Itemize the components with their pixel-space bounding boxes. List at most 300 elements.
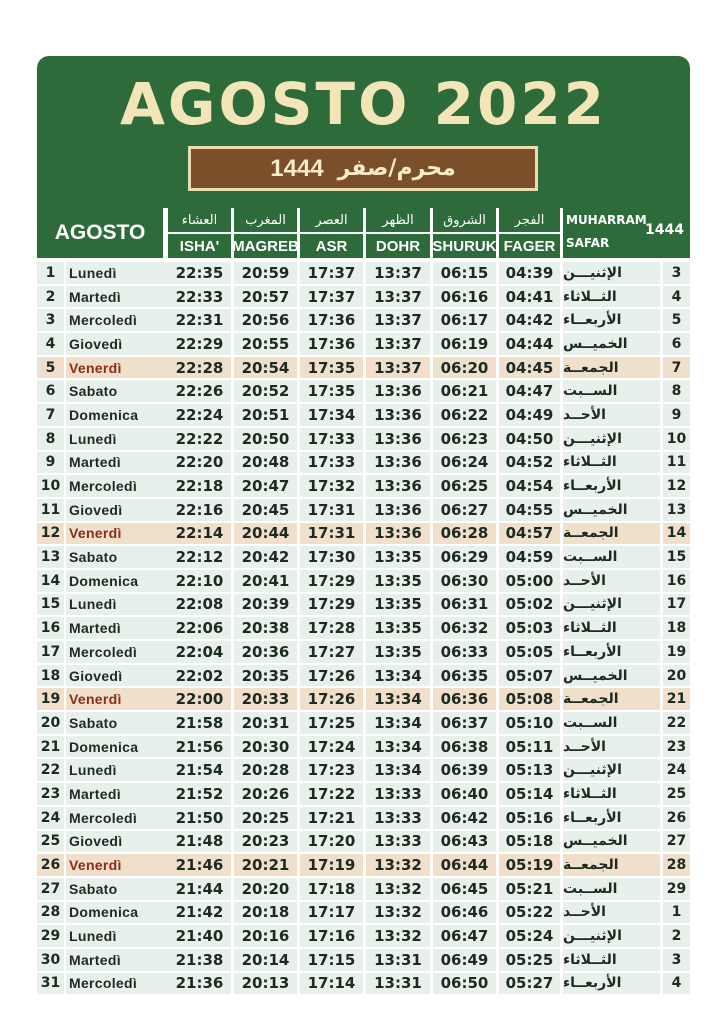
fager-time: 04:59: [499, 546, 560, 568]
hijri-day: 13: [663, 499, 690, 521]
fager-time: 05:22: [499, 902, 560, 924]
magreb-time: 20:18: [234, 902, 297, 924]
table-row: [37, 948, 690, 972]
shuruk-time: 06:33: [433, 641, 496, 663]
dohr-time: 13:36: [366, 452, 430, 474]
asr-time: 17:34: [300, 404, 363, 426]
dohr-time: 13:34: [366, 759, 430, 781]
asr-time: 17:17: [300, 902, 363, 924]
table-row: [37, 924, 690, 948]
table-row: [37, 522, 690, 546]
magreb-time: 20:23: [234, 831, 297, 853]
weekday-name: Martedì: [66, 286, 200, 308]
dohr-time: 13:34: [366, 688, 430, 710]
isha-time: 22:20: [168, 452, 231, 474]
asr-time: 17:19: [300, 854, 363, 876]
fager-time: 05:24: [499, 925, 560, 947]
arabic-weekday: الســبت: [563, 712, 660, 734]
asr-time: 17:15: [300, 949, 363, 971]
hijri-day: 3: [663, 949, 690, 971]
hijri-day: 5: [663, 309, 690, 331]
weekday-name: Lunedì: [66, 759, 200, 781]
table-row: [37, 687, 690, 711]
header-hijri: [563, 208, 690, 258]
isha-time: 21:52: [168, 783, 231, 805]
dohr-time: 13:34: [366, 736, 430, 758]
isha-time: 21:50: [168, 807, 231, 829]
isha-time: 21:56: [168, 736, 231, 758]
arabic-weekday: الإثنيـــن: [563, 759, 660, 781]
day-number: 6: [37, 380, 64, 402]
arabic-weekday: الثــلاثاء: [563, 783, 660, 805]
asr-time: 17:35: [300, 357, 363, 379]
dohr-time: 13:36: [366, 475, 430, 497]
shuruk-time: 06:15: [433, 262, 496, 284]
dohr-time: 13:36: [366, 428, 430, 450]
hijri-day: 25: [663, 783, 690, 805]
shuruk-time: 06:50: [433, 973, 496, 995]
fager-time: 04:54: [499, 475, 560, 497]
day-number: 17: [37, 641, 64, 663]
weekday-name: Giovedì: [66, 333, 200, 355]
isha-time: 22:14: [168, 523, 231, 545]
day-number: 22: [37, 759, 64, 781]
asr-time: 17:31: [300, 523, 363, 545]
fager-time: 04:52: [499, 452, 560, 474]
shuruk-time: 06:22: [433, 404, 496, 426]
magreb-time: 20:28: [234, 759, 297, 781]
weekday-name: Giovedì: [66, 499, 200, 521]
shuruk-time: 06:44: [433, 854, 496, 876]
hijri-banner-year: 1444: [270, 154, 324, 182]
header-hijri-muharram: MUHARRAM: [566, 213, 647, 227]
arabic-weekday: الإثنيـــن: [563, 428, 660, 450]
weekday-name: Mercoledì: [66, 807, 200, 829]
dohr-time: 13:35: [366, 546, 430, 568]
magreb-time: 20:57: [234, 286, 297, 308]
asr-time: 17:27: [300, 641, 363, 663]
shuruk-time: 06:28: [433, 523, 496, 545]
magreb-time: 20:56: [234, 309, 297, 331]
shuruk-time: 06:42: [433, 807, 496, 829]
shuruk-time: 06:31: [433, 594, 496, 616]
day-number: 2: [37, 286, 64, 308]
header-hijri-year: 1444: [645, 222, 684, 238]
asr-time: 17:36: [300, 309, 363, 331]
fager-time: 05:16: [499, 807, 560, 829]
arabic-weekday: الثــلاثاء: [563, 286, 660, 308]
dohr-time: 13:32: [366, 854, 430, 876]
weekday-name: Mercoledì: [66, 641, 200, 663]
isha-time: 21:54: [168, 759, 231, 781]
arabic-weekday: الجمعــة: [563, 688, 660, 710]
table-row: [37, 451, 690, 475]
isha-time: 22:02: [168, 665, 231, 687]
dohr-time: 13:35: [366, 594, 430, 616]
arabic-weekday: الســبت: [563, 380, 660, 402]
magreb-time: 20:51: [234, 404, 297, 426]
arabic-weekday: الخميــس: [563, 499, 660, 521]
hijri-day: 4: [663, 286, 690, 308]
header-asr-la: ASR: [315, 237, 348, 255]
arabic-weekday: الأحــد: [563, 736, 660, 758]
weekday-name: Sabato: [66, 712, 200, 734]
dohr-time: 13:37: [366, 309, 430, 331]
hijri-day: 16: [663, 570, 690, 592]
arabic-weekday: الإثنيـــن: [563, 262, 660, 284]
day-number: 3: [37, 309, 64, 331]
asr-time: 17:18: [300, 878, 363, 900]
dohr-time: 13:36: [366, 380, 430, 402]
hijri-day: 10: [663, 428, 690, 450]
magreb-time: 20:59: [234, 262, 297, 284]
weekday-name: Lunedì: [66, 594, 200, 616]
prayer-times-table: [37, 261, 690, 995]
day-number: 25: [37, 831, 64, 853]
magreb-time: 20:39: [234, 594, 297, 616]
arabic-weekday: الخميــس: [563, 831, 660, 853]
fager-time: 04:55: [499, 499, 560, 521]
hijri-day: 18: [663, 617, 690, 639]
isha-time: 21:38: [168, 949, 231, 971]
header-isha-la: ISHA': [179, 237, 220, 255]
table-row: [37, 285, 690, 309]
weekday-name: Lunedì: [66, 262, 200, 284]
fager-time: 05:13: [499, 759, 560, 781]
fager-time: 04:47: [499, 380, 560, 402]
table-row: [37, 664, 690, 688]
isha-time: 22:16: [168, 499, 231, 521]
table-row: [37, 403, 690, 427]
shuruk-time: 06:25: [433, 475, 496, 497]
dohr-time: 13:32: [366, 902, 430, 924]
table-row: [37, 782, 690, 806]
shuruk-time: 06:37: [433, 712, 496, 734]
header-fager-la: FAGER: [503, 237, 556, 255]
hijri-banner-months: محرم/صفر: [337, 156, 456, 181]
table-row: [37, 877, 690, 901]
shuruk-time: 06:35: [433, 665, 496, 687]
asr-time: 17:32: [300, 475, 363, 497]
table-row: [37, 640, 690, 664]
magreb-time: 20:13: [234, 973, 297, 995]
asr-time: 17:14: [300, 973, 363, 995]
weekday-name: Domenica: [66, 902, 200, 924]
weekday-name: Domenica: [66, 736, 200, 758]
magreb-time: 20:25: [234, 807, 297, 829]
asr-time: 17:25: [300, 712, 363, 734]
shuruk-time: 06:29: [433, 546, 496, 568]
arabic-weekday: الأحــد: [563, 570, 660, 592]
shuruk-time: 06:32: [433, 617, 496, 639]
asr-time: 17:26: [300, 665, 363, 687]
magreb-time: 20:54: [234, 357, 297, 379]
magreb-time: 20:31: [234, 712, 297, 734]
fager-time: 05:25: [499, 949, 560, 971]
asr-time: 17:33: [300, 428, 363, 450]
day-number: 11: [37, 499, 64, 521]
fager-time: 04:44: [499, 333, 560, 355]
table-row: [37, 758, 690, 782]
magreb-time: 20:30: [234, 736, 297, 758]
arabic-weekday: الأحــد: [563, 902, 660, 924]
shuruk-time: 06:21: [433, 380, 496, 402]
asr-time: 17:29: [300, 594, 363, 616]
isha-time: 22:10: [168, 570, 231, 592]
header-magreb: [234, 208, 297, 258]
hijri-day: 23: [663, 736, 690, 758]
dohr-time: 13:31: [366, 973, 430, 995]
header-dohr: [366, 208, 430, 258]
shuruk-time: 06:36: [433, 688, 496, 710]
shuruk-time: 06:16: [433, 286, 496, 308]
day-number: 10: [37, 475, 64, 497]
fager-time: 05:07: [499, 665, 560, 687]
dohr-time: 13:36: [366, 523, 430, 545]
isha-time: 22:04: [168, 641, 231, 663]
asr-time: 17:16: [300, 925, 363, 947]
fager-time: 05:27: [499, 973, 560, 995]
table-row: [37, 474, 690, 498]
asr-time: 17:36: [300, 333, 363, 355]
hijri-day: 20: [663, 665, 690, 687]
fager-time: 04:42: [499, 309, 560, 331]
table-row: [37, 830, 690, 854]
asr-time: 17:26: [300, 688, 363, 710]
header-dohr-ar: الظهر: [366, 208, 430, 234]
arabic-weekday: الأربعــاء: [563, 641, 660, 663]
hijri-day: 9: [663, 404, 690, 426]
header-shuruk-la: SHURUK: [432, 237, 497, 255]
weekday-name: Domenica: [66, 570, 200, 592]
header-shuruk-ar: الشروق: [433, 208, 496, 234]
day-number: 20: [37, 712, 64, 734]
table-row: [37, 711, 690, 735]
month-column-header: AGOSTO: [37, 208, 163, 258]
fager-time: 05:03: [499, 617, 560, 639]
isha-time: 22:12: [168, 546, 231, 568]
table-row: [37, 901, 690, 925]
arabic-weekday: الســبت: [563, 546, 660, 568]
header-magreb-ar: المغرب: [234, 208, 297, 234]
fager-time: 05:05: [499, 641, 560, 663]
day-number: 27: [37, 878, 64, 900]
weekday-name: Venerdì: [66, 357, 200, 379]
dohr-time: 13:33: [366, 807, 430, 829]
magreb-time: 20:33: [234, 688, 297, 710]
weekday-name: Martedì: [66, 452, 200, 474]
isha-time: 21:46: [168, 854, 231, 876]
isha-time: 21:40: [168, 925, 231, 947]
dohr-time: 13:36: [366, 404, 430, 426]
fager-time: 04:41: [499, 286, 560, 308]
day-number: 24: [37, 807, 64, 829]
magreb-time: 20:47: [234, 475, 297, 497]
arabic-weekday: الأحــد: [563, 404, 660, 426]
hijri-day: 28: [663, 854, 690, 876]
dohr-time: 13:31: [366, 949, 430, 971]
table-row: [37, 379, 690, 403]
hijri-day: 29: [663, 878, 690, 900]
arabic-weekday: الأربعــاء: [563, 807, 660, 829]
day-number: 16: [37, 617, 64, 639]
isha-time: 21:44: [168, 878, 231, 900]
day-number: 9: [37, 452, 64, 474]
hijri-day: 1: [663, 902, 690, 924]
day-number: 13: [37, 546, 64, 568]
fager-time: 04:39: [499, 262, 560, 284]
arabic-weekday: الإثنيـــن: [563, 594, 660, 616]
dohr-time: 13:33: [366, 831, 430, 853]
magreb-time: 20:26: [234, 783, 297, 805]
isha-time: 22:06: [168, 617, 231, 639]
magreb-time: 20:41: [234, 570, 297, 592]
arabic-weekday: الأربعــاء: [563, 973, 660, 995]
arabic-weekday: الأربعــاء: [563, 475, 660, 497]
weekday-name: Domenica: [66, 404, 200, 426]
weekday-name: Martedì: [66, 949, 200, 971]
magreb-time: 20:35: [234, 665, 297, 687]
table-row: [37, 593, 690, 617]
fager-time: 05:19: [499, 854, 560, 876]
weekday-name: Mercoledì: [66, 973, 200, 995]
magreb-time: 20:38: [234, 617, 297, 639]
arabic-weekday: الثــلاثاء: [563, 617, 660, 639]
header-shuruk: [433, 208, 496, 258]
asr-time: 17:37: [300, 286, 363, 308]
weekday-name: Mercoledì: [66, 475, 200, 497]
arabic-weekday: الســبت: [563, 878, 660, 900]
hijri-day: 3: [663, 262, 690, 284]
weekday-name: Giovedì: [66, 665, 200, 687]
asr-time: 17:22: [300, 783, 363, 805]
hijri-day: 6: [663, 333, 690, 355]
arabic-weekday: الخميــس: [563, 665, 660, 687]
asr-time: 17:24: [300, 736, 363, 758]
hijri-day: 2: [663, 925, 690, 947]
dohr-time: 13:35: [366, 641, 430, 663]
isha-time: 22:18: [168, 475, 231, 497]
day-number: 18: [37, 665, 64, 687]
dohr-time: 13:32: [366, 878, 430, 900]
hijri-day: 22: [663, 712, 690, 734]
day-number: 19: [37, 688, 64, 710]
day-number: 4: [37, 333, 64, 355]
fager-time: 05:08: [499, 688, 560, 710]
hijri-day: 26: [663, 807, 690, 829]
asr-time: 17:21: [300, 807, 363, 829]
table-row: [37, 853, 690, 877]
asr-time: 17:30: [300, 546, 363, 568]
shuruk-time: 06:24: [433, 452, 496, 474]
day-number: 8: [37, 428, 64, 450]
asr-time: 17:33: [300, 452, 363, 474]
arabic-weekday: الخميــس: [563, 333, 660, 355]
magreb-time: 20:52: [234, 380, 297, 402]
asr-time: 17:37: [300, 262, 363, 284]
day-number: 31: [37, 973, 64, 995]
arabic-weekday: الجمعــة: [563, 523, 660, 545]
table-row: [37, 806, 690, 830]
day-number: 26: [37, 854, 64, 876]
arabic-weekday: الجمعــة: [563, 854, 660, 876]
day-number: 29: [37, 925, 64, 947]
weekday-name: Venerdì: [66, 523, 200, 545]
fager-time: 04:50: [499, 428, 560, 450]
table-row: [37, 427, 690, 451]
magreb-time: 20:42: [234, 546, 297, 568]
day-number: 23: [37, 783, 64, 805]
shuruk-time: 06:46: [433, 902, 496, 924]
shuruk-time: 06:19: [433, 333, 496, 355]
table-row: [37, 616, 690, 640]
dohr-time: 13:33: [366, 783, 430, 805]
isha-time: 21:42: [168, 902, 231, 924]
isha-time: 22:26: [168, 380, 231, 402]
arabic-weekday: الثــلاثاء: [563, 452, 660, 474]
asr-time: 17:20: [300, 831, 363, 853]
weekday-name: Sabato: [66, 878, 200, 900]
asr-time: 17:29: [300, 570, 363, 592]
dohr-time: 13:37: [366, 262, 430, 284]
hijri-day: 17: [663, 594, 690, 616]
weekday-name: Lunedì: [66, 428, 200, 450]
header-isha: [168, 208, 231, 258]
weekday-name: Sabato: [66, 380, 200, 402]
fager-time: 05:00: [499, 570, 560, 592]
fager-time: 04:45: [499, 357, 560, 379]
shuruk-time: 06:45: [433, 878, 496, 900]
isha-time: 22:33: [168, 286, 231, 308]
weekday-name: Lunedì: [66, 925, 200, 947]
dohr-time: 13:37: [366, 286, 430, 308]
fager-time: 05:10: [499, 712, 560, 734]
day-number: 30: [37, 949, 64, 971]
day-number: 21: [37, 736, 64, 758]
dohr-time: 13:36: [366, 499, 430, 521]
isha-time: 21:58: [168, 712, 231, 734]
fager-time: 05:14: [499, 783, 560, 805]
page-title: AGOSTO 2022: [119, 70, 608, 138]
shuruk-time: 06:23: [433, 428, 496, 450]
arabic-weekday: الإثنيـــن: [563, 925, 660, 947]
magreb-time: 20:16: [234, 925, 297, 947]
asr-time: 17:23: [300, 759, 363, 781]
shuruk-time: 06:47: [433, 925, 496, 947]
isha-time: 22:08: [168, 594, 231, 616]
shuruk-time: 06:38: [433, 736, 496, 758]
magreb-time: 20:45: [234, 499, 297, 521]
shuruk-time: 06:39: [433, 759, 496, 781]
dohr-time: 13:37: [366, 333, 430, 355]
table-row: [37, 972, 690, 996]
shuruk-time: 06:17: [433, 309, 496, 331]
header-asr: [300, 208, 363, 258]
day-number: 28: [37, 902, 64, 924]
fager-time: 05:21: [499, 878, 560, 900]
day-number: 5: [37, 357, 64, 379]
hijri-day: 12: [663, 475, 690, 497]
hijri-day: 19: [663, 641, 690, 663]
magreb-time: 20:14: [234, 949, 297, 971]
shuruk-time: 06:49: [433, 949, 496, 971]
isha-time: 22:35: [168, 262, 231, 284]
weekday-name: Giovedì: [66, 831, 200, 853]
hijri-day: 7: [663, 357, 690, 379]
shuruk-time: 06:40: [433, 783, 496, 805]
magreb-time: 20:20: [234, 878, 297, 900]
header-fager-ar: الفجر: [499, 208, 560, 234]
